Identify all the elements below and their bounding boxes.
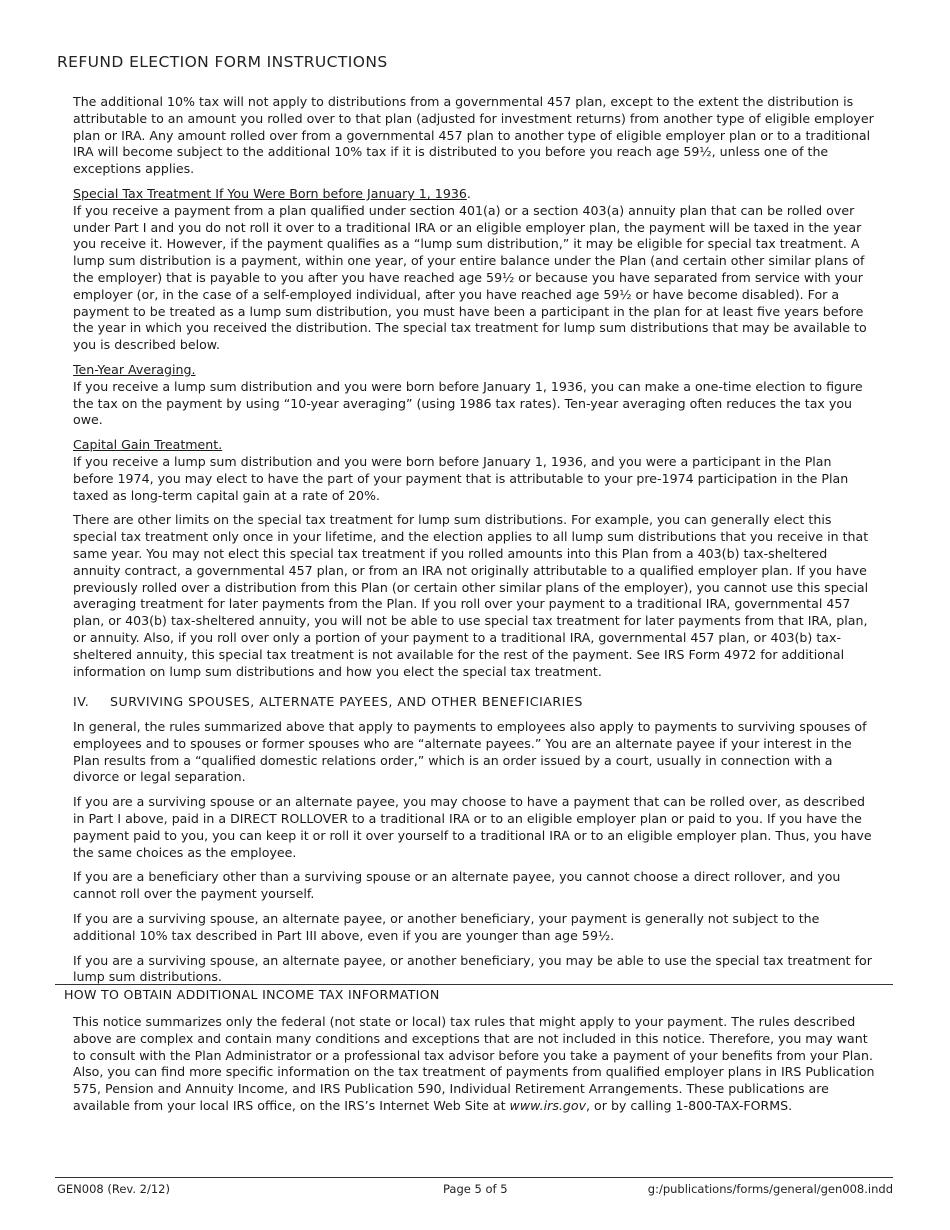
info-body-tail: , or by calling 1-800-TAX-FORMS. xyxy=(586,1097,793,1113)
paragraph-other-limits: There are other limits on the special tax treatment for lump sum distributions. For example, you can generally elect this special tax treatment only once in your lifetime, and the election applies to all lump sum distributions that you receive in that same year. You may not elect this special tax treatment if you rolled amounts into this Plan from a 403(b) tax-sheltered annuity contract, a governmental 457 plan, or from an IRA not originally attributable to a qualified employer plan. If you have previously rolled over a distribution from this Plan (or certain other similar plans of the employer), you cannot use this special averaging treatment for later payments from the Plan. If you roll over your payment to a traditional IRA, governmental 457 plan, or 403(b) tax-sheltered annuity, you will not be able to use special tax treatment for later payments from that IRA, plan, or annuity. Also, if you roll over only a portion of your payment to a traditional IRA, governmental 457 plan, or 403(b) tax-sheltered annuity, this special tax treatment is not available for the rest of the payment. See IRS Form 4972 for additional information on lump sum distributions and how you elect the special tax treatment. xyxy=(73,512,869,679)
footer-file-path: g:/publications/forms/general/gen008.indd xyxy=(647,1182,893,1196)
capital-gain-heading: Capital Gain Treatment. xyxy=(73,437,223,453)
footer-form-id: GEN008 (Rev. 2/12) xyxy=(57,1182,170,1196)
section-iv-paragraph-4: If you are a surviving spouse, an alternate payee, or another beneficiary, your payment is generally not subject to the additional 10% tax described in Part III above, even if you are younger than age 59½. xyxy=(73,911,820,943)
special-tax-heading-period: . xyxy=(466,185,471,201)
ten-year-body: If you receive a lump sum distribution and you were born before January 1, 1936, you can make a one-time election to figure the tax on the payment by using “10-year averaging” (using 1986 tax rates). Ten-year averaging often reduces the tax you owe. xyxy=(73,378,863,428)
page-title: REFUND ELECTION FORM INSTRUCTIONS xyxy=(57,53,388,71)
special-tax-heading: Special Tax Treatment If You Were Born before January 1, 1936 xyxy=(73,185,467,201)
footer-page-number: Page 5 of 5 xyxy=(443,1182,508,1196)
irs-website-link: www.irs.gov xyxy=(509,1097,587,1113)
capital-gain-body: If you receive a lump sum distribution and you were born before January 1, 1936, and you were a participant in the Plan before 1974, you may elect to have the part of your payment that is attributable to your pre-1974 participation in the Plan taxed as long-term capital gain at a rate of 20%. xyxy=(73,453,849,503)
special-tax-section xyxy=(73,186,875,354)
capital-gain-section xyxy=(73,437,875,504)
paragraph-457-plan: The additional 10% tax will not apply to distributions from a governmental 457 plan, except to the extent the distribution is attributable to an amount you rolled over to that plan (adjusted for investment returns) from another type of eligible employer plan or IRA. Any amount rolled over from a governmental 457 plan to another type of eligible employer plan or to a traditional IRA will become subject to the additional 10% tax if it is distributed to you before you reach age 59½, unless one of the exceptions applies. xyxy=(73,94,874,177)
divider-top xyxy=(55,984,893,985)
section-number: IV. xyxy=(73,694,90,710)
info-heading: HOW TO OBTAIN ADDITIONAL INCOME TAX INFORMATION xyxy=(64,987,440,1002)
special-tax-body: If you receive a payment from a plan qualified under section 401(a) or a section 403(a) annuity plan that can be rolled over under Part I and you do not roll it over to a traditional IRA or an eligible employer plan, the payment will be taxed in the year you receive it. However, if the payment qualifies as a “lump sum distribution,” it may be eligible for special tax treatment. A lump sum distribution is a payment, within one year, of your entire balance under the Plan (and certain other similar plans of the employer) that is payable to you after you have reached age 59½ or because you have separated from service with your employer (or, in the case of a self-employed individual, after you have reached age 59½ or have become disabled). For a payment to be treated as a lump sum distribution, you must have been a participant in the plan for at least five years before the year in which you received the distribution. The special tax treatment for lump sum distributions that may be available to you is described below. xyxy=(73,202,867,353)
section-iv-paragraph-2: If you are a surviving spouse or an alternate payee, you may choose to have a payment that can be rolled over, as described in Part I above, paid in a DIRECT ROLLOVER to a traditional IRA or to an eligible employer plan or paid to you. If you have the payment paid to you, you can keep it or roll it over yourself to a traditional IRA or to an eligible employer plan. Thus, you have the same choices as the employee. xyxy=(73,794,872,860)
info-paragraph xyxy=(73,1014,879,1115)
info-body-text: This notice summarizes only the federal (not state or local) tax rules that might apply to your payment. The rules described above are complex and contain many conditions and exceptions that are not included in this notice. Therefore, you may want to consult with the Plan Administrator or a professional tax advisor before you take a payment of your benefits from your Plan. Also, you can find more specific information on the tax treatment of payments from qualified employer plans in IRS Publication 575, Pension and Annuity Income, and IRS Publication 590, Individual Retirement Arrangements. These publications are available from your local IRS office, on the IRS’s Internet Web Site at xyxy=(73,1014,875,1113)
section-iv-paragraph-1: In general, the rules summarized above that apply to payments to employees also apply to payments to surviving spouses of employees and to spouses or former spouses who are “alternate payees.” You are an alternate payee if your interest in the Plan results from a “qualified domestic relations order,” which is an order issued by a court, usually in connection with a divorce or legal separation. xyxy=(73,719,867,785)
footer-divider xyxy=(55,1177,893,1178)
ten-year-section xyxy=(73,362,875,429)
section-iv-paragraph-3: If you are a beneficiary other than a surviving spouse or an alternate payee, you cannot choose a direct rollover, and you cannot roll over the payment yourself. xyxy=(73,869,841,902)
ten-year-heading: Ten-Year Averaging. xyxy=(73,361,196,377)
section-title: SURVIVING SPOUSES, ALTERNATE PAYEES, AND OTHER BENEFICIARIES xyxy=(110,694,583,710)
section-iv-heading xyxy=(73,694,875,711)
section-iv-paragraph-5: If you are a surviving spouse, an alternate payee, or another beneficiary, you may be able to use the special tax treatment for lump sum distributions. xyxy=(73,952,872,985)
instructions-body xyxy=(73,94,875,994)
